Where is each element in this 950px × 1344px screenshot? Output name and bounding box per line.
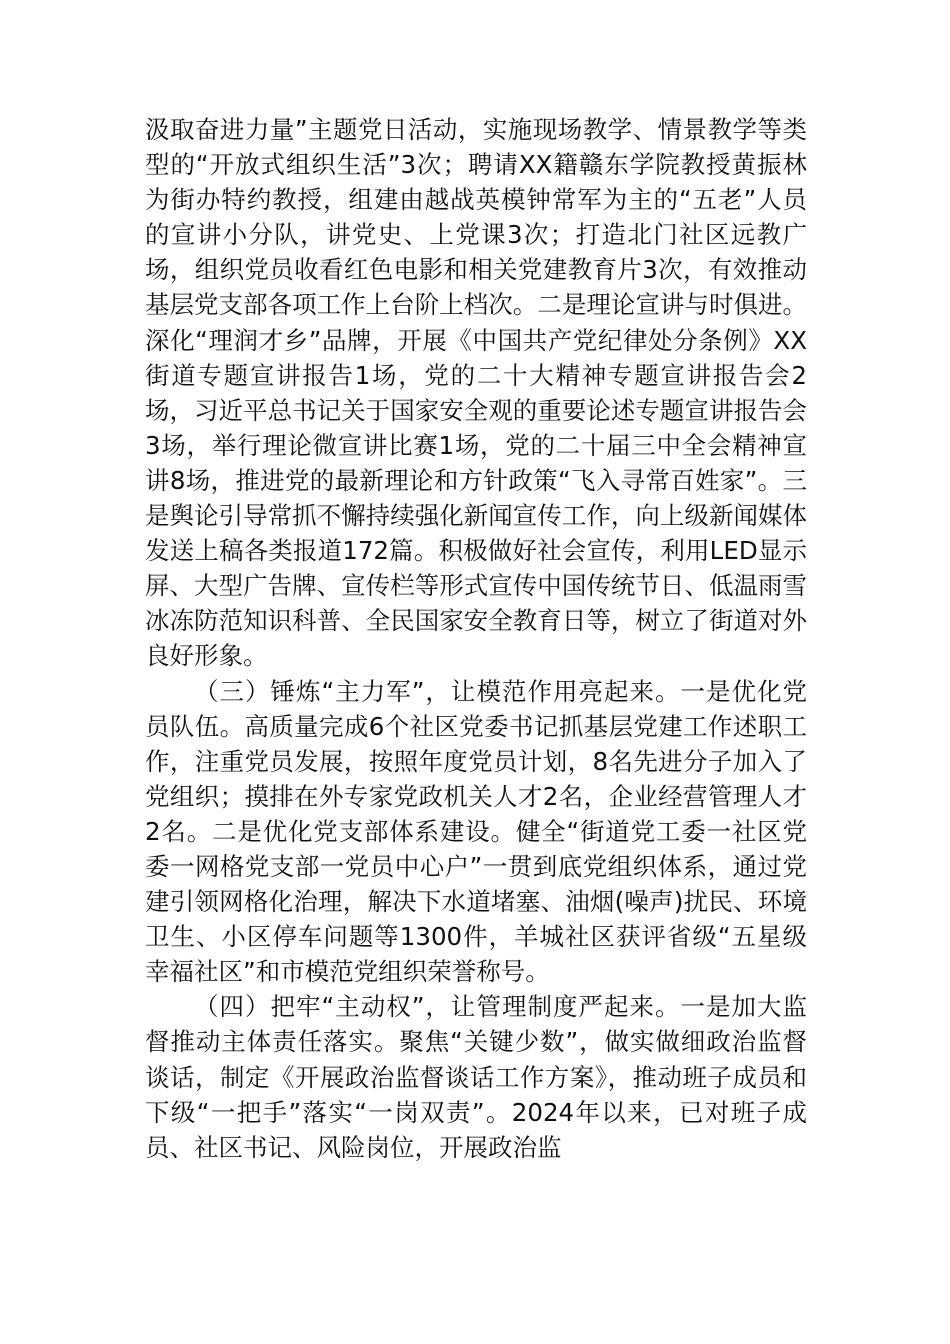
paragraph-continuation: 汲取奋进力量”主题党日活动，实施现场教学、情景教学等类型的“开放式组织生活”3次；聘请XX籍赣东学院教授黄振林为街办特约教授，组建由越战英模钟常军为主的“五老”人员的宣讲小分队，讲党史、上党课3次；打造北门社区远教广场，组织党员收看红色电影和相关党建教育片3次，有效推动基层党支部各项工作上台阶上档次。二是理论宣讲与时俱进。深化“理润才乡”品牌，开展《中国共产党纪律处分条例》XX街道专题宣讲报告1场，党的二十大精神专题宣讲报告会2场，习近平总书记关于国家安全观的重要论述专题宣讲报告会3场，举行理论微宣讲比赛1场，党的二十届三中全会精神宣讲8场，推进党的最新理论和方针政策“飞入寻常百姓家”。三是舆论引导常抓不懈持续强化新闻宣传工作，向上级新闻媒体发送上稿各类报道172篇。积极做好社会宣传，利用LED显示屏、大型广告牌、宣传栏等形式宣传中国传统节日、低温雨雪冰冻防范知识科普、全民国家安全教育日等，树立了街道对外良好形象。 bbox=[145, 115, 807, 671]
document-body bbox=[145, 112, 807, 1165]
paragraph-section-four: （四）把牢“主动权”，让管理制度严起来。一是加大监督推动主体责任落实。聚焦“关键少数”，做实做细政治监督谈话，制定《开展政治监督谈话工作方案》，推动班子成员和下级“一把手”落实“一岗双责”。2024年以来，已对班子成员、社区书记、风险岗位，开展政治监 bbox=[145, 992, 807, 1162]
paragraph-section-three: （三）锤炼“主力军”，让模范作用亮起来。一是优化党员队伍。高质量完成6个社区党委书记抓基层党建工作述职工作，注重党员发展，按照年度党员计划，8名先进分子加入了党组织；摸排在外专家党政机关人才2名，企业经营管理人才2名。二是优化党支部体系建设。健全“街道党工委一社区党委一网格党支部一党员中心户”一贯到底党组织体系，通过党建引领网格化治理，解决下水道堵塞、油烟(噪声)扰民、环境卫生、小区停车问题等1300件，羊城社区获评省级“五星级幸福社区”和市模范党组织荣誉称号。 bbox=[145, 676, 807, 987]
